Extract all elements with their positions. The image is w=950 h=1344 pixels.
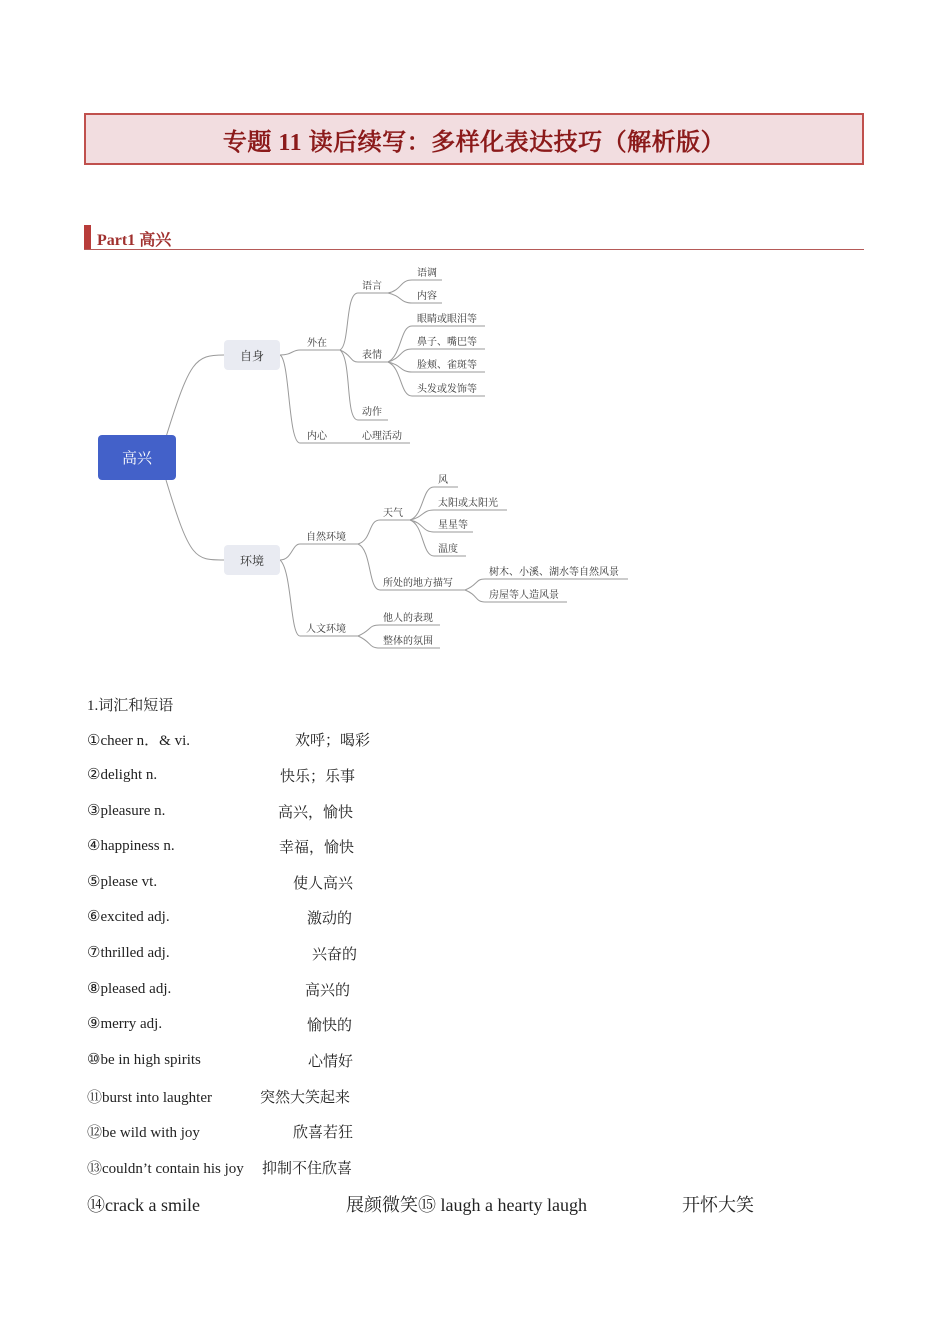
vocab-meaning: 快乐；乐事 (280, 769, 356, 785)
mm-link-self-inner (280, 355, 410, 443)
vocab-term: ③pleasure n. (87, 803, 166, 819)
vocab-term: ⑩be in high spirits (87, 1052, 201, 1068)
vocab-meaning: 心情好 (308, 1054, 354, 1070)
mm-temperature-label: 温度 (438, 544, 458, 555)
vocab-meaning: 开怀大笑 (682, 1195, 754, 1215)
vocab-meaning: 展颜微笑 (346, 1195, 418, 1215)
mm-place-desc-label: 所处的地方描写 (383, 578, 453, 589)
mm-nose-label: 鼻子、嘴巴等 (417, 337, 477, 348)
mm-human-env-label: 人文环境 (306, 624, 346, 635)
mm-tone-label: 语调 (417, 268, 437, 279)
mm-wind-label: 风 (438, 475, 448, 486)
mm-psych-label: 心理活动 (362, 431, 402, 442)
vocab-term: ⑫be wild with joy (87, 1125, 200, 1141)
mm-eyes-label: 眼睛或眼泪等 (417, 314, 477, 325)
vocab-term: ⑪burst into laughter (87, 1090, 212, 1106)
vocab-term: ⑮ laugh a hearty laugh (418, 1195, 587, 1215)
vocab-term: ①cheer n．& vi. (87, 733, 191, 749)
mm-outer-label: 外在 (307, 338, 327, 349)
part-heading (84, 225, 864, 250)
vocab-meaning: 愉快的 (307, 1018, 353, 1034)
vocab-term: ⑬couldn’t contain his joy (87, 1161, 244, 1177)
mm-manmade-scenery-label: 房屋等人造风景 (489, 590, 559, 601)
mm-link-human-others (358, 625, 440, 636)
mm-link-env-natural (280, 544, 358, 560)
vocab-meaning: 激动的 (307, 911, 353, 927)
vocab-term: ⑥excited adj. (87, 909, 170, 925)
mm-link-place-natural (465, 579, 628, 590)
document-title: 专题 11 读后续写：多样化表达技巧（解析版） (222, 129, 726, 156)
mm-content-label: 内容 (417, 291, 437, 302)
vocab-meaning: 抑制不住欣喜 (262, 1161, 353, 1177)
mm-env-label: 环境 (239, 554, 265, 568)
mm-natural-scenery-label: 树木、小溪、湖水等自然风景 (489, 567, 619, 578)
mm-stars-label: 星星等 (438, 520, 468, 531)
mm-language-label: 语言 (362, 281, 382, 292)
mm-root-label: 高兴 (121, 449, 153, 467)
vocab-term: ⑨merry adj. (87, 1016, 163, 1032)
vocab-term: ④happiness n. (87, 838, 175, 854)
vocab-term: ⑧pleased adj. (87, 981, 172, 997)
mm-action-label: 动作 (362, 407, 382, 418)
part-heading-text: Part1 高兴 (97, 232, 172, 249)
mm-link-weather-sun (410, 510, 507, 520)
vocab-meaning: 欣喜若狂 (293, 1125, 354, 1141)
mm-link-root-env (166, 480, 224, 560)
title-box (84, 113, 864, 165)
part-heading-bar (84, 225, 91, 249)
mm-link-outer-lang (340, 293, 388, 350)
mind-map (90, 260, 650, 660)
mm-link-self-outer (280, 350, 340, 355)
mm-sun-label: 太阳或太阳光 (438, 498, 498, 509)
mm-inner-label: 内心 (307, 431, 327, 442)
vocab-meaning: 高兴，愉快 (278, 805, 354, 821)
mm-cheeks-label: 脸颊、雀斑等 (417, 360, 477, 371)
mm-self-label: 自身 (239, 349, 265, 363)
mm-expression-label: 表情 (362, 350, 382, 361)
vocab-term: ②delight n. (87, 767, 158, 783)
mm-link-root-self (166, 355, 224, 437)
mm-link-natural-weather (358, 520, 410, 544)
mm-natural-env-label: 自然环境 (306, 532, 346, 543)
vocab-meaning: 欢呼；喝彩 (295, 733, 371, 749)
mm-weather-label: 天气 (383, 508, 403, 519)
vocab-term: ⑭crack a smile (87, 1195, 200, 1215)
vocab-term: ⑤please vt. (87, 874, 158, 890)
vocab-meaning: 幸福，愉快 (279, 840, 355, 856)
vocab-meaning: 使人高兴 (293, 876, 354, 892)
vocab-meaning: 兴奋的 (312, 947, 358, 963)
mm-hair-label: 头发或发饰等 (417, 384, 477, 395)
mm-atmosphere-label: 整体的氛围 (383, 636, 433, 647)
vocab-row-combined (87, 1191, 787, 1217)
mm-others-label: 他人的表现 (383, 613, 433, 624)
vocab-term: ⑦thrilled adj. (87, 945, 170, 961)
vocab-meaning: 突然大笑起来 (260, 1090, 351, 1106)
vocab-section-title: 1.词汇和短语 (87, 698, 174, 714)
vocab-meaning: 高兴的 (305, 983, 351, 999)
